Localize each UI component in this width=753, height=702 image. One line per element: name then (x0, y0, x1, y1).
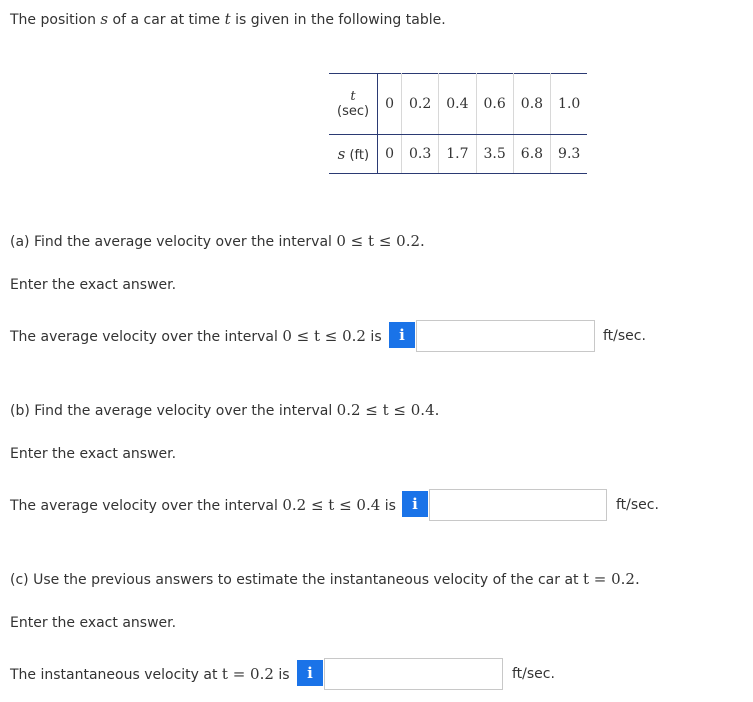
part-a-answer-prefix: The average velocity over the interval (10, 329, 283, 345)
time-row (329, 74, 587, 135)
part-c-answer-label (10, 665, 290, 684)
part-b-answer-input[interactable] (429, 489, 607, 521)
part-a-answer-label (10, 327, 382, 346)
part-b-interval: 0.2 ≤ t ≤ 0.4. (336, 401, 440, 419)
position-row (329, 135, 587, 174)
part-b-instruction: Enter the exact answer. (10, 446, 177, 462)
time-row-unit: (sec) (337, 104, 370, 119)
info-icon[interactable]: i (402, 491, 428, 517)
time-row-var: t (350, 89, 356, 104)
table-cell: 0.6 (476, 74, 513, 135)
intro-post: is given in the following table. (230, 12, 446, 28)
part-a-interval: 0 ≤ t ≤ 0.2. (336, 232, 425, 250)
part-b-answer-is: is (380, 498, 396, 514)
table-cell: 3.5 (476, 135, 513, 174)
table-cell: 0 (378, 74, 402, 135)
part-b-question-text: (b) Find the average velocity over the interval (10, 403, 337, 419)
part-c-unit: ft/sec. (512, 666, 555, 682)
part-b-question (10, 401, 439, 420)
info-icon[interactable]: i (297, 660, 323, 686)
position-row-var: s (337, 145, 346, 163)
part-a-question (10, 232, 425, 251)
position-row-header (329, 135, 378, 174)
info-icon[interactable]: i (389, 322, 415, 348)
part-a-question-text: (a) Find the average velocity over the interval (10, 234, 337, 250)
part-a-answer-interval: 0 ≤ t ≤ 0.2 (282, 327, 366, 345)
intro-var-t: t (224, 10, 231, 28)
table-cell: 0.3 (401, 135, 438, 174)
part-c-answer-at: t = 0.2 (221, 665, 274, 683)
time-row-header (329, 74, 378, 135)
position-table (329, 73, 587, 174)
position-row-unit: (ft) (345, 148, 370, 163)
table-cell: 6.8 (513, 135, 550, 174)
part-c-at: t = 0.2. (582, 570, 640, 588)
part-b-unit: ft/sec. (616, 497, 659, 513)
intro-mid: of a car at time (108, 12, 225, 28)
table-cell: 0.4 (439, 74, 476, 135)
part-c-answer-prefix: The instantaneous velocity at (10, 667, 222, 683)
intro-text (10, 10, 446, 29)
table-cell: 9.3 (551, 135, 588, 174)
part-b-answer-label (10, 496, 396, 515)
part-a-answer-input[interactable] (416, 320, 595, 352)
table-cell: 1.0 (551, 74, 588, 135)
part-a-unit: ft/sec. (603, 328, 646, 344)
part-b-answer-interval: 0.2 ≤ t ≤ 0.4 (282, 496, 381, 514)
table-cell: 1.7 (439, 135, 476, 174)
part-b-answer-prefix: The average velocity over the interval (10, 498, 283, 514)
table-cell: 0.8 (513, 74, 550, 135)
table-cell: 0 (378, 135, 402, 174)
part-c-question-text: (c) Use the previous answers to estimate the instantaneous velocity of the car at (10, 572, 583, 588)
intro-pre: The position (10, 12, 101, 28)
part-a-answer-is: is (365, 329, 382, 345)
part-a-instruction: Enter the exact answer. (10, 277, 177, 293)
part-c-answer-input[interactable] (324, 658, 503, 690)
table-cell: 0.2 (401, 74, 438, 135)
part-c-question (10, 570, 640, 589)
intro-var-s: s (100, 10, 109, 28)
part-c-instruction: Enter the exact answer. (10, 615, 177, 631)
part-c-answer-is: is (273, 667, 290, 683)
